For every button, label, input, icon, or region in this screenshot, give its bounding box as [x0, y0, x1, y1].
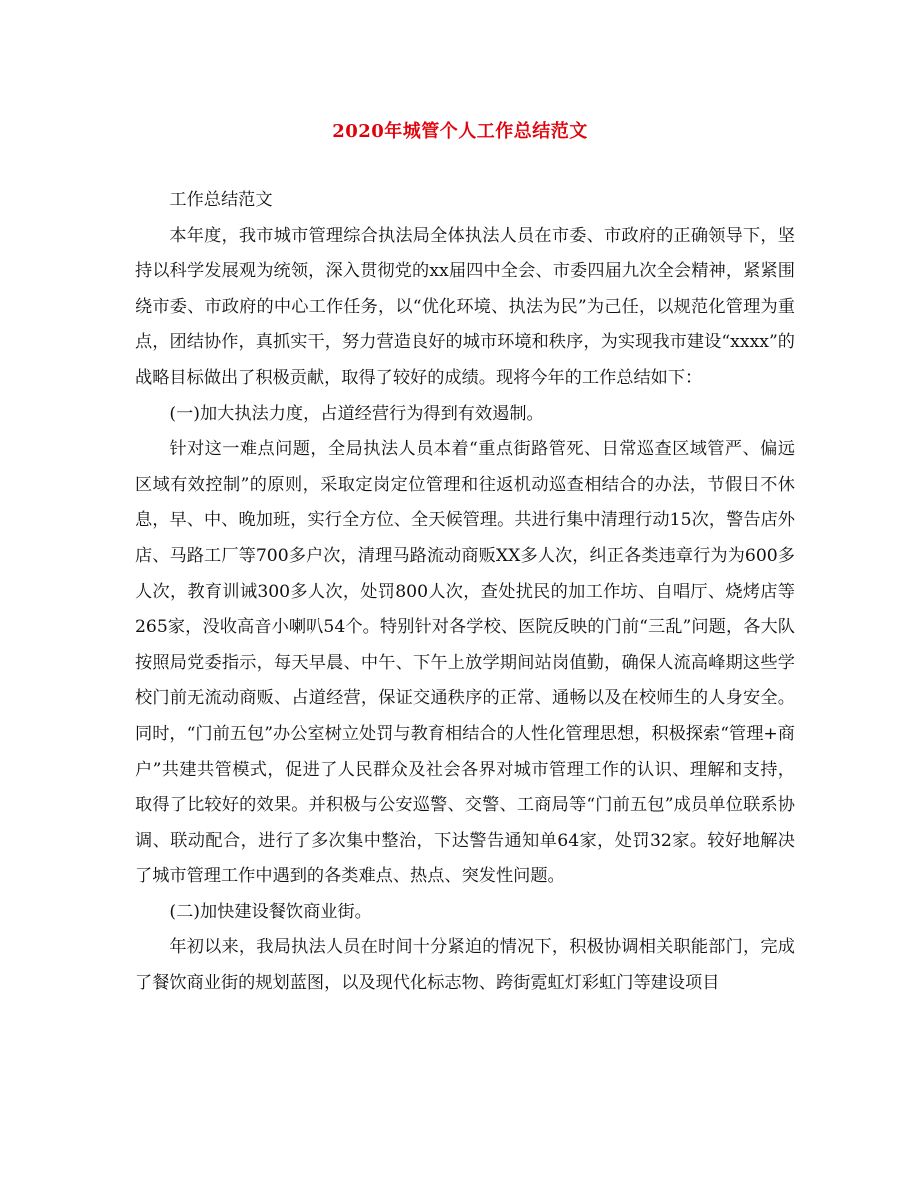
paragraph-heading: 工作总结范文 — [169, 190, 273, 210]
section-heading-1: (一)加大执法力度，占道经营行为得到有效遏制。 — [169, 403, 544, 424]
paragraph-section-1: 针对这一难点问题，全局执法人员本着“重点街路管死、日常巡查区域管严、偏远区域有效控制”的原则，采取定岗定位管理和往返机动巡查相结合的办法，节假日不休息，早、中、晚加班，实行全方位、全天候管理。共进行集中清理行动15次，警告店外店、马路工厂等700多户次，清理马路流动商贩XX多人次，纠正各类违章行为为600多人次，教育训诫300多人次，处罚800人次，查处扰民的加工作坊、自唱厅、烧烤店等265家，没收高音小喇叭54个。特别针对各学校、医院反映的门前“三乱”问题，各大队按照局党委指示，每天早晨、中午、下午上放学期间站岗值勤，确保人流高峰期这些学校门前无流动商贩、占道经营，保证交通秩序的正常、通畅以及在校师生的人身安全。同时，“门前五包”办公室树立处罚与教育相结合的人性化管理思想，积极探索“管理+商户”共建共管模式，促进了人民群众及社会各界对城市管理工作的认识、理解和支持，取得了比较好的效果。并积极与公安巡警、交警、工商局等“门前五包”成员单位联系协调、联动配合，进行了多次集中整治，下达警告通知单64家，处罚32家。较好地解决了城市管理工作中遇到的各类难点、热点、突发性问题。 — [135, 439, 795, 887]
document-body — [135, 183, 795, 1002]
paragraph-section-2: 年初以来，我局执法人员在时间十分紧迫的情况下，积极协调相关职能部门，完成了餐饮商业街的规划蓝图，以及现代化标志物、跨街霓虹灯彩虹门等建设项目 — [135, 937, 795, 994]
document-title: 2020年城管个人工作总结范文 — [332, 121, 588, 142]
section-heading-2: (二)加快建设餐饮商业街。 — [169, 901, 372, 922]
paragraph-intro: 本年度，我市城市管理综合执法局全体执法人员在市委、市政府的正确领导下，坚持以科学发展观为统领，深入贯彻党的xx届四中全会、市委四届九次全会精神，紧紧围绕市委、市政府的中心工作任务，以“优化环境、执法为民”为己任，以规范化管理为重点，团结协作，真抓实干，努力营造良好的城市环境和秩序，为实现我市建设“xxxx”的战略目标做出了积极贡献，取得了较好的成绩。现将今年的工作总结如下： — [135, 225, 795, 388]
